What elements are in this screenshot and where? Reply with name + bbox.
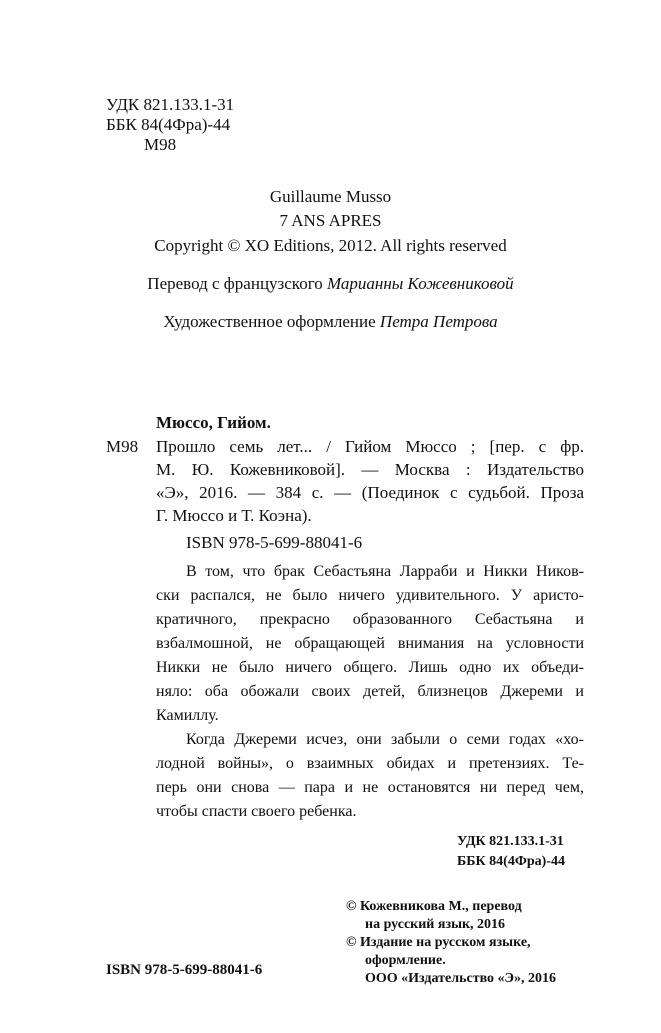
- footer-copyright-line: © Кожевникова М., перевод: [346, 899, 522, 914]
- annotation-line: ски распался, не было ничего удивительного. У аристо-: [156, 587, 584, 604]
- annotation-line: перь они снова — пара и не остановятся ни перед чем,: [156, 779, 584, 796]
- annotation-line: Камиллу.: [156, 707, 219, 724]
- translation-credit: [0, 275, 661, 292]
- footer-isbn: ISBN 978-5-699-88041-6: [106, 962, 263, 978]
- catalog-heading: Мюссо, Гийом.: [156, 413, 271, 432]
- catalog-isbn: ISBN 978-5-699-88041-6: [186, 533, 363, 552]
- annotation-line: Никки не было ничего общего. Лишь одно их объеди-: [156, 659, 584, 676]
- author-mark: М98: [144, 135, 177, 154]
- footer-bbk: ББК 84(4Фра)-44: [457, 854, 565, 869]
- annotation-line: кратичного, прекрасно образованного Себастьяна и: [156, 611, 584, 628]
- footer-copyright-line: на русский язык, 2016: [365, 917, 506, 932]
- original-author: Guillaume Musso: [269, 187, 392, 206]
- annotation-line: Когда Джереми исчез, они забыли о семи годах «хо-: [186, 731, 584, 748]
- design-credit: [0, 313, 661, 330]
- original-copyright: Copyright © XO Editions, 2012. All rights reserved: [154, 236, 507, 255]
- catalog-description-line: «Э», 2016. — 384 с. — (Поединок с судьбой. Проза: [156, 483, 584, 502]
- annotation-line: лодной войны», о взаимных обидах и претензиях. Те-: [156, 755, 584, 772]
- translator-name: Марианны Кожевниковой: [327, 274, 514, 293]
- designer-name: Петра Петрова: [379, 312, 498, 331]
- original-title: 7 ANS APRES: [279, 211, 382, 230]
- catalog-description-line: М. Ю. Кожевниковой]. — Москва : Издательство: [156, 460, 584, 479]
- annotation-line: взбалмошной, не обращающей внимания на условности: [156, 635, 584, 652]
- translation-prefix: Перевод с французского: [147, 274, 323, 293]
- footer-copyright-line: © Издание на русском языке,: [346, 935, 531, 950]
- design-prefix: Художественное оформление: [163, 312, 376, 331]
- annotation-line: В том, что брак Себастьяна Ларраби и Никки Ников-: [186, 563, 584, 580]
- udk-code: УДК 821.133.1-31: [106, 95, 235, 114]
- annotation-line: чтобы спасти своего ребенка.: [156, 803, 357, 820]
- footer-copyright-line: ООО «Издательство «Э», 2016: [365, 971, 557, 986]
- catalog-description-line: Прошло семь лет... / Гийом Мюссо ; [пер. с фр.: [156, 437, 584, 456]
- annotation-line: няло: оба обожали своих детей, близнецов Джереми и: [156, 683, 584, 700]
- bbk-code: ББК 84(4Фра)-44: [106, 115, 231, 134]
- catalog-mark: М98: [106, 437, 139, 456]
- footer-udk: УДК 821.133.1-31: [457, 834, 564, 849]
- catalog-description-line: Г. Мюссо и Т. Коэна).: [156, 506, 312, 525]
- footer-copyright-line: оформление.: [365, 953, 446, 968]
